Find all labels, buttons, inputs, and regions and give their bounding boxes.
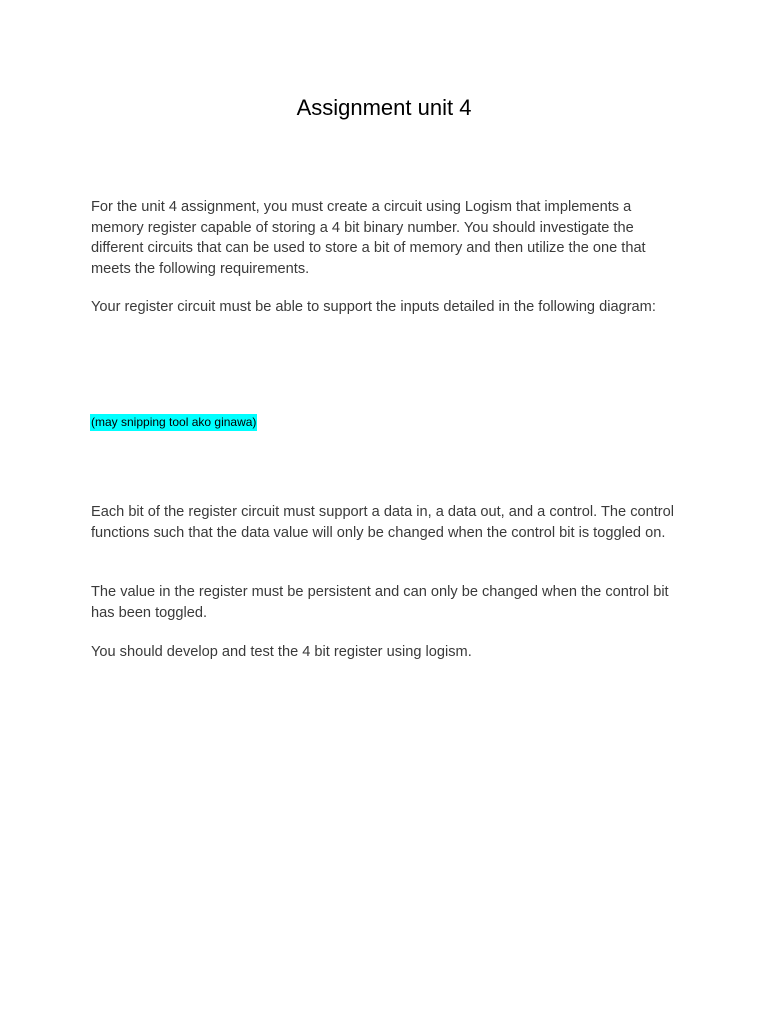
highlighted-note: (may snipping tool ako ginawa) <box>91 415 257 429</box>
register-bit-paragraph: Each bit of the register circuit must support a data in, a data out, and a control. The control functions such that the data value will only be changed when the control bit is toggled on. <box>91 504 674 541</box>
page-title: Assignment unit 4 <box>296 95 472 120</box>
diagram-intro-paragraph: Your register circuit must be able to support the inputs detailed in the following diagram: <box>91 299 656 315</box>
develop-test-paragraph: You should develop and test the 4 bit register using logism. <box>91 644 472 660</box>
intro-paragraph: For the unit 4 assignment, you must create a circuit using Logism that implements a memory register capable of storing a 4 bit binary number. You should investigate the different circuits that can be used to store a bit of memory and then utilize the one that meets the following requirements. <box>91 199 646 278</box>
persistence-paragraph: The value in the register must be persistent and can only be changed when the control bit has been toggled. <box>91 584 669 621</box>
